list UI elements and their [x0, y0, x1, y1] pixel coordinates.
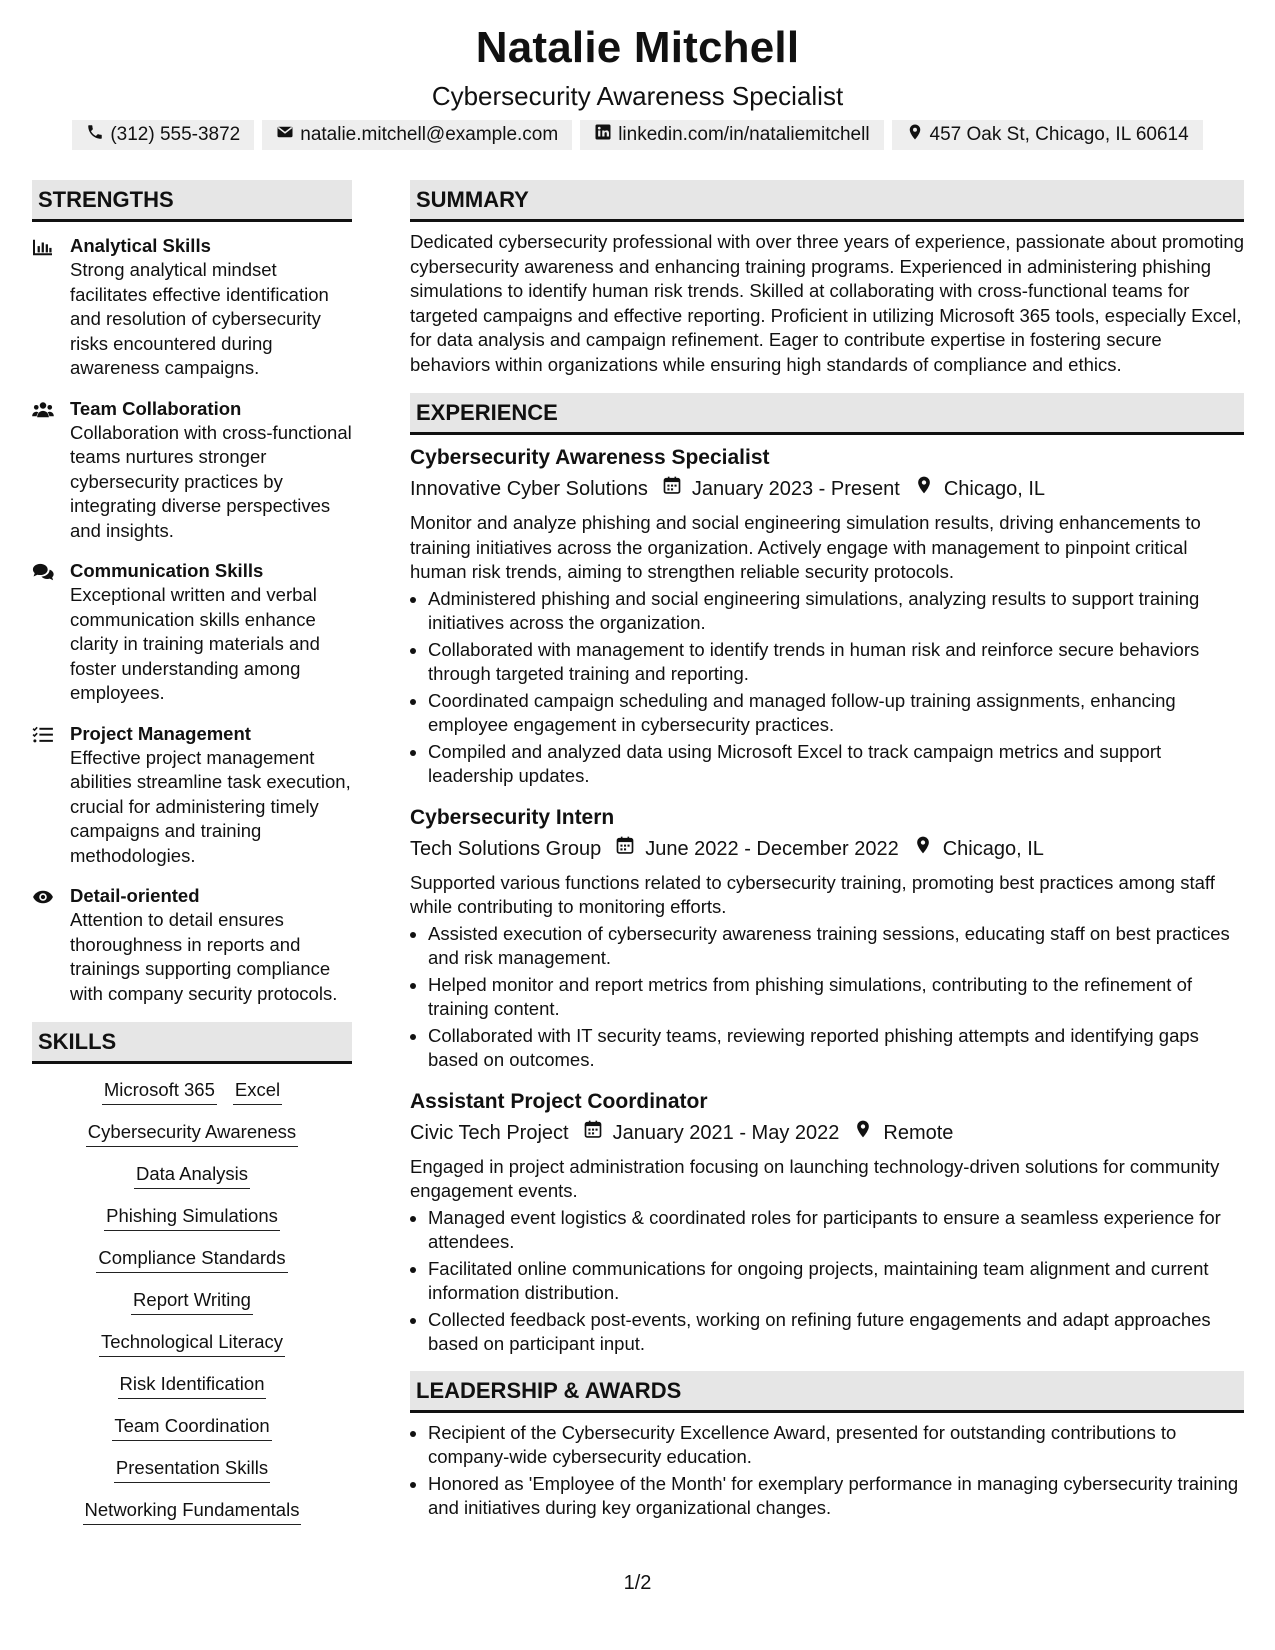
- linkedin-icon: [594, 123, 612, 147]
- contact-email-text: natalie.mitchell@example.com: [300, 124, 559, 145]
- skill-row: [32, 1496, 352, 1525]
- skill-tag: Report Writing: [131, 1286, 253, 1315]
- contact-phone[interactable]: [72, 120, 254, 150]
- strength-title: Communication Skills: [70, 560, 264, 581]
- contact-phone-text: (312) 555-3872: [110, 124, 241, 145]
- contact-bar: [0, 120, 1275, 150]
- bar-chart-icon: [32, 234, 56, 381]
- strength-title: Project Management: [70, 722, 251, 744]
- page-number: 1/2: [623, 1572, 652, 1594]
- comments-icon: [32, 559, 56, 706]
- job-bullets: [410, 922, 1244, 1073]
- strength-desc: Attention to detail ensures thoroughness in reports and trainings supporting compliance with company security protocols.: [70, 909, 338, 1004]
- envelope-icon: [276, 123, 294, 147]
- job-entry: [410, 443, 1244, 789]
- job-location: Chicago, IL: [943, 478, 1045, 500]
- strength-item: [32, 397, 352, 544]
- job-dates: January 2023 - Present: [691, 478, 900, 500]
- skill-tag: Compliance Standards: [96, 1244, 287, 1273]
- contact-address-text: 457 Oak St, Chicago, IL 60614: [929, 124, 1189, 145]
- job-meta: [410, 833, 1244, 865]
- skill-tag: Networking Fundamentals: [83, 1496, 302, 1525]
- summary-text: Dedicated cybersecurity professional with over three years of experience, passionate about promoting cybersecurity awareness and enhancing training programs. Experienced in administering phishing simulations to identify human risk trends. Skilled at collaborating with cross-functional teams for targeted campaigns and effective reporting. Proficient in utilizing Microsoft 365 tools, especially Excel, for data analysis and campaign refinement. Eager to contribute expertise in fostering secure behaviors within organizations while ensuring high standards of compliance and ethics.: [410, 231, 1244, 375]
- job-title: Assistant Project Coordinator: [410, 1089, 708, 1113]
- job-meta: [410, 1117, 1244, 1149]
- job-bullet: • Coordinated campaign scheduling and managed follow-up training assignments, enhancing employee engagement in cybersecurity practices.: [428, 689, 1244, 738]
- candidate-title: Cybersecurity Awareness Specialist: [431, 81, 844, 111]
- job-title: Cybersecurity Intern: [410, 805, 615, 829]
- job-title: Cybersecurity Awareness Specialist: [410, 446, 770, 469]
- left-column: [32, 180, 352, 1538]
- skill-tag: Phishing Simulations: [104, 1202, 280, 1231]
- job-bullet: • Assisted execution of cybersecurity awareness training sessions, educating staff on best practices and risk management.: [428, 922, 1244, 971]
- job-description: Supported various functions related to cybersecurity training, promoting best practices among staff while contributing to monitoring efforts.: [410, 871, 1215, 917]
- skill-tag: Data Analysis: [134, 1160, 250, 1189]
- skill-tag: Microsoft 365: [102, 1076, 217, 1105]
- skill-row: [32, 1118, 352, 1147]
- skill-row: [32, 1454, 352, 1483]
- map-pin-icon: [839, 1117, 883, 1149]
- job-bullet: • Managed event logistics & coordinated roles for participants to ensure a seamless experience for attendees.: [428, 1206, 1244, 1255]
- strength-desc: Collaboration with cross-functional teams nurtures stronger cybersecurity practices by integrating diverse perspectives and insights.: [70, 421, 352, 541]
- job-dates: June 2022 - December 2022: [645, 837, 899, 860]
- contact-email[interactable]: [262, 120, 572, 150]
- phone-icon: [86, 123, 104, 147]
- job-company: Civic Tech Project: [410, 1121, 569, 1144]
- calendar-icon: [569, 1117, 613, 1149]
- strength-item: [32, 234, 352, 381]
- job-entry: [410, 803, 1244, 1073]
- job-bullets: [410, 1206, 1244, 1357]
- skill-tag: Technological Literacy: [99, 1328, 285, 1357]
- users-icon: [32, 397, 56, 544]
- strength-item: [32, 559, 352, 706]
- eye-icon: [32, 884, 56, 1006]
- job-bullets: [410, 587, 1244, 789]
- experience-heading: EXPERIENCE: [410, 393, 1244, 435]
- skill-tag: Risk Identification: [118, 1370, 267, 1399]
- strength-desc: Exceptional written and verbal communication skills enhance clarity in training materials and foster understanding among employees.: [70, 584, 320, 703]
- skill-row: [32, 1328, 352, 1357]
- calendar-icon: [601, 833, 645, 865]
- calendar-icon: [648, 473, 692, 505]
- contact-address: [892, 120, 1203, 150]
- job-bullet: • Helped monitor and report metrics from phishing simulations, contributing to the refinement of training content.: [428, 973, 1244, 1022]
- awards-heading: LEADERSHIP & AWARDS: [410, 1371, 1244, 1413]
- strength-item: [32, 722, 352, 869]
- job-bullet: • Collaborated with management to identify trends in human risk and reinforce secure behaviors through targeted training and reporting.: [428, 638, 1244, 687]
- strength-item: [32, 884, 352, 1006]
- skill-tag: Presentation Skills: [114, 1454, 270, 1483]
- job-bullet: • Collaborated with IT security teams, reviewing reported phishing attempts and identifying gaps based on outcomes.: [428, 1024, 1244, 1073]
- strength-title: Analytical Skills: [70, 235, 211, 256]
- job-location: Chicago, IL: [942, 837, 1044, 860]
- job-company: Innovative Cyber Solutions: [410, 478, 648, 500]
- skill-tag: Excel: [233, 1076, 282, 1105]
- contact-linkedin[interactable]: [580, 120, 883, 150]
- skill-row: [32, 1370, 352, 1399]
- awards-bullets: [410, 1421, 1244, 1521]
- strength-title: Detail-oriented: [70, 885, 200, 906]
- job-bullet: • Administered phishing and social engineering simulations, analyzing results to support training initiatives across the organization.: [428, 587, 1244, 636]
- job-bullet: • Facilitated online communications for ongoing projects, maintaining team alignment and current information distribution.: [428, 1257, 1244, 1306]
- resume-header: [0, 18, 1275, 150]
- skills-heading: SKILLS: [32, 1022, 352, 1064]
- job-bullet: • Compiled and analyzed data using Microsoft Excel to track campaign metrics and support leadership updates.: [428, 740, 1244, 789]
- job-location: Remote: [883, 1121, 954, 1144]
- strengths-list: [32, 234, 352, 1006]
- skill-row: [32, 1244, 352, 1273]
- strength-desc: Strong analytical mindset facilitates effective identification and resolution of cybersecurity risks encountered during awareness campaigns.: [70, 259, 329, 378]
- contact-linkedin-text: linkedin.com/in/nataliemitchell: [618, 124, 870, 145]
- award-bullet: • Recipient of the Cybersecurity Excellence Award, presented for outstanding contributions to company-wide cybersecurity education.: [428, 1421, 1244, 1470]
- right-column: [410, 180, 1244, 1535]
- candidate-name: Natalie Mitchell: [475, 23, 800, 72]
- summary-heading: SUMMARY: [410, 180, 1244, 222]
- job-bullet: • Collected feedback post-events, working on refining future engagements and adapt approaches based on participant input.: [428, 1308, 1244, 1357]
- job-meta: [410, 473, 1244, 505]
- map-pin-icon: [900, 473, 944, 505]
- job-dates: January 2021 - May 2022: [612, 1121, 840, 1144]
- job-description: Monitor and analyze phishing and social engineering simulation results, driving enhancements to training initiatives across the organization. Actively engage with management to pinpoint critical human risk trends, aiming to strengthen reliable security protocols.: [410, 512, 1201, 582]
- strength-title: Team Collaboration: [70, 397, 242, 419]
- strengths-heading: STRENGTHS: [32, 180, 352, 222]
- map-pin-icon: [906, 123, 924, 147]
- skill-row: [32, 1202, 352, 1231]
- list-check-icon: [32, 722, 56, 869]
- skill-tag: Cybersecurity Awareness: [86, 1118, 298, 1147]
- award-bullet: • Honored as 'Employee of the Month' for exemplary performance in managing cybersecurity training and initiatives during key organizational changes.: [428, 1472, 1244, 1521]
- skill-row: [32, 1076, 352, 1105]
- skill-tag: Team Coordination: [112, 1412, 271, 1441]
- map-pin-icon: [899, 833, 943, 865]
- skill-row: [32, 1412, 352, 1441]
- strength-desc: Effective project management abilities streamline task execution, crucial for administering timely campaigns and training methodologies.: [70, 746, 351, 866]
- skill-row: [32, 1286, 352, 1315]
- skills-list: [32, 1076, 352, 1525]
- skill-row: [32, 1160, 352, 1189]
- job-description: Engaged in project administration focusing on launching technology-driven solutions for community engagement events.: [410, 1155, 1220, 1201]
- job-company: Tech Solutions Group: [410, 837, 602, 860]
- job-entry: [410, 1087, 1244, 1357]
